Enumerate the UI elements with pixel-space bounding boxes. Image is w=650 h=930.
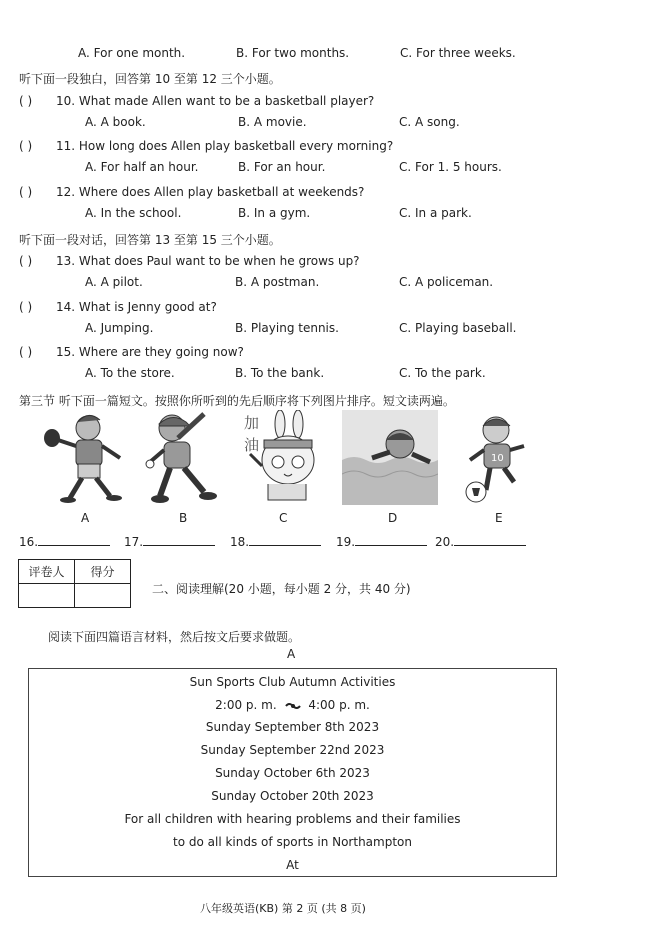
soccer-boy-icon	[458, 410, 538, 505]
notice-box	[28, 668, 557, 877]
reading-instructions: 阅读下面四篇语言材料，然后按文后要求做题。	[48, 630, 301, 644]
question-13-option-b: B. A postman.	[235, 275, 320, 289]
picture-a-label: A	[81, 511, 90, 525]
notice-line: At	[286, 858, 299, 872]
answer-blank-20[interactable]: 20.	[435, 535, 526, 549]
question-11-stem: 11. How long does Allen play basketball every morning?	[56, 139, 394, 153]
table-tennis-player-icon	[40, 410, 130, 505]
score-cell[interactable]	[75, 584, 131, 608]
question-10-option-c: C. A song.	[399, 115, 460, 129]
answer-blank: ( )	[19, 185, 33, 199]
q9-option-a: A. For one month.	[78, 46, 186, 60]
notice-line: to do all kinds of sports in Northampton	[173, 835, 412, 849]
svg-text:加: 加	[244, 414, 260, 432]
question-15-option-b: B. To the bank.	[235, 366, 325, 380]
picture-d-label: D	[388, 511, 398, 525]
picture-c-label: C	[279, 511, 288, 525]
question-12-option-a: A. In the school.	[85, 206, 182, 220]
score-header: 得分	[75, 560, 131, 584]
score-table	[18, 559, 131, 608]
answer-blank-18[interactable]: 18.	[230, 535, 321, 549]
swimmer-icon	[342, 410, 438, 505]
question-13-option-c: C. A policeman.	[399, 275, 494, 289]
notice-title: Sun Sports Club Autumn Activities	[189, 675, 396, 689]
q9-option-c: C. For three weeks.	[400, 46, 516, 60]
notice-date: Sunday October 6th 2023	[215, 766, 370, 780]
question-13-stem: 13. What does Paul want to be when he grows up?	[56, 254, 360, 268]
notice-line: For all children with hearing problems and their families	[124, 812, 461, 826]
notice-date: Sunday September 8th 2023	[205, 720, 380, 734]
answer-blank: ( )	[19, 139, 33, 153]
section-3-heading: 第三节 听下面一篇短文。按照你所听到的先后顺序将下列图片排序。短文读两遍。	[19, 394, 455, 408]
question-13-option-a: A. A pilot.	[85, 275, 143, 289]
question-14-option-a: A. Jumping.	[85, 321, 154, 335]
question-10-option-a: A. A book.	[85, 115, 146, 129]
picture-c	[240, 410, 325, 505]
question-15-option-a: A. To the store.	[85, 366, 175, 380]
q9-option-b: B. For two months.	[236, 46, 350, 60]
question-12-option-b: B. In a gym.	[238, 206, 311, 220]
question-12-stem: 12. Where does Allen play basketball at weekends?	[56, 185, 365, 199]
question-10-option-b: B. A movie.	[238, 115, 307, 129]
question-12-option-c: C. In a park.	[399, 206, 472, 220]
cheering-rabbit-icon	[240, 410, 325, 505]
question-11-option-a: A. For half an hour.	[85, 160, 199, 174]
to-arrow-icon	[285, 701, 301, 711]
question-14-option-c: C. Playing baseball.	[399, 321, 517, 335]
picture-b-label: B	[179, 511, 188, 525]
question-15-option-c: C. To the park.	[399, 366, 486, 380]
question-15-stem: 15. Where are they going now?	[56, 345, 244, 359]
grader-cell[interactable]	[19, 584, 75, 608]
answer-blank-17[interactable]: 17.	[124, 535, 215, 549]
grader-header: 评卷人	[19, 560, 75, 584]
passage-label: A	[287, 647, 296, 661]
question-14-option-b: B. Playing tennis.	[235, 321, 339, 335]
answer-blank-19[interactable]: 19.	[336, 535, 427, 549]
picture-d	[342, 410, 438, 505]
answer-blank: ( )	[19, 254, 33, 268]
picture-b	[142, 410, 222, 505]
baseball-batter-icon	[142, 410, 222, 505]
answer-blank: ( )	[19, 94, 33, 108]
notice-time: 2:00 p. m. 4:00 p. m.	[215, 698, 370, 712]
part-2-title: 二、阅读理解(20 小题，每小题 2 分，共 40 分)	[152, 582, 411, 596]
svg-text:油: 油	[244, 436, 260, 454]
picture-e	[458, 410, 538, 505]
picture-a	[40, 410, 130, 505]
section-monologue-heading: 听下面一段独白，回答第 10 至第 12 三个小题。	[19, 72, 281, 86]
notice-date: Sunday October 20th 2023	[211, 789, 374, 803]
question-14-stem: 14. What is Jenny good at?	[56, 300, 217, 314]
answer-blank: ( )	[19, 345, 33, 359]
question-11-option-c: C. For 1. 5 hours.	[399, 160, 502, 174]
notice-date: Sunday September 22nd 2023	[200, 743, 385, 757]
jersey-number: 10	[491, 453, 504, 464]
question-10-stem: 10. What made Allen want to be a basketball player?	[56, 94, 375, 108]
answer-blank: ( )	[19, 300, 33, 314]
answer-blank-16[interactable]: 16.	[19, 535, 110, 549]
section-dialogue-heading: 听下面一段对话，回答第 13 至第 15 三个小题。	[19, 233, 281, 247]
page-footer: 八年级英语(KB) 第 2 页 (共 8 页)	[200, 902, 366, 915]
picture-e-label: E	[495, 511, 503, 525]
question-11-option-b: B. For an hour.	[238, 160, 326, 174]
